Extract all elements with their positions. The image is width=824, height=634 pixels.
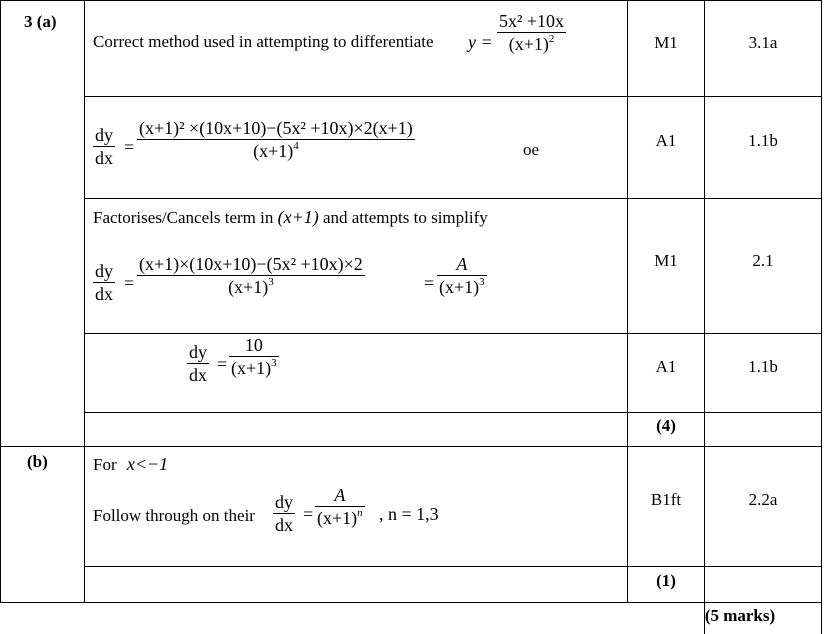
row6-eq: = xyxy=(303,504,314,524)
row2-ao: 1.1b xyxy=(748,131,778,150)
row2-frac xyxy=(137,117,415,162)
col-line-1 xyxy=(84,0,85,602)
row1-frac xyxy=(497,10,566,55)
row6-mark: B1ft xyxy=(650,490,682,509)
rule-r4 xyxy=(84,412,822,413)
row3-text: Factorises/Cancels term in (x+1) and attempts to simplify xyxy=(93,207,488,227)
row2-note: oe xyxy=(523,140,540,159)
row4-frac-num: 10 xyxy=(244,335,263,355)
row6-for: For x<−1 xyxy=(93,454,169,474)
part-a-label: 3 (a) xyxy=(24,12,57,31)
row6-dydx: $\frac{dy}{dx}$ xyxy=(275,492,293,535)
row1-y-eq: y = xyxy=(468,32,493,52)
row3-eq1: = xyxy=(124,273,135,293)
row3-eq2: = xyxy=(424,273,435,293)
row2-frac-den: $(x+1)^4$ xyxy=(137,139,415,162)
row2-mark: A1 xyxy=(655,131,677,150)
row3-mark: M1 xyxy=(654,251,678,270)
row3-ao: 2.1 xyxy=(752,251,774,270)
row5-subtotal: (4) xyxy=(656,416,676,435)
row1-mark: M1 xyxy=(654,33,678,52)
row1-frac-den: $(x+1)^2$ xyxy=(497,32,566,55)
row4-mark: A1 xyxy=(655,357,677,376)
row6-ao: 2.2a xyxy=(748,490,778,509)
row6-n-vals: , n = 1,3 xyxy=(379,504,439,524)
rule-part-b xyxy=(0,446,822,447)
row2-eq: = xyxy=(124,137,135,157)
col-line-0 xyxy=(0,0,1,602)
row6-follow: Follow through on their xyxy=(93,506,255,525)
rule-bottom xyxy=(0,602,822,603)
row2-frac-num: (x+1)² ×(10x+10)−(5x² +10x)×2(x+1) xyxy=(139,118,413,138)
row2-dydx: $\frac{dy}{dx}$ xyxy=(95,125,113,168)
row4-ao: 1.1b xyxy=(748,357,778,376)
col-line-3 xyxy=(704,0,705,634)
rule-r2 xyxy=(84,198,822,199)
col-line-4 xyxy=(821,0,822,634)
row7-subtotal: (1) xyxy=(656,571,676,590)
total-marks: (5 marks) xyxy=(704,606,776,625)
rule-r6 xyxy=(84,566,822,567)
row4-eq: = xyxy=(217,354,228,374)
row4-dydx: $\frac{dy}{dx}$ xyxy=(189,342,207,385)
row1-text: Correct method used in attempting to differentiate xyxy=(93,32,434,51)
row1-ao: 3.1a xyxy=(748,33,778,52)
row3-dydx: $\frac{dy}{dx}$ xyxy=(95,261,113,304)
rule-top xyxy=(0,0,822,1)
row3-frac-num: (x+1)×(10x+10)−(5x² +10x)×2 xyxy=(139,254,363,274)
row6-frac: $\frac{A}{(x+1)^n}$ xyxy=(317,485,363,528)
part-b-label: (b) xyxy=(27,452,48,471)
row3-frac xyxy=(137,253,365,298)
row1-frac-num: 5x² +10x xyxy=(499,11,565,31)
rule-r1 xyxy=(84,96,822,97)
col-line-2 xyxy=(627,0,628,602)
row3-frac-den: $(x+1)^3$ xyxy=(137,275,365,298)
rule-r3 xyxy=(84,333,822,334)
row4-frac: $\frac{10}{(x+1)^3}$ xyxy=(231,335,277,378)
row3-frac-a: $\frac{A}{(x+1)^3}$ xyxy=(439,254,485,297)
